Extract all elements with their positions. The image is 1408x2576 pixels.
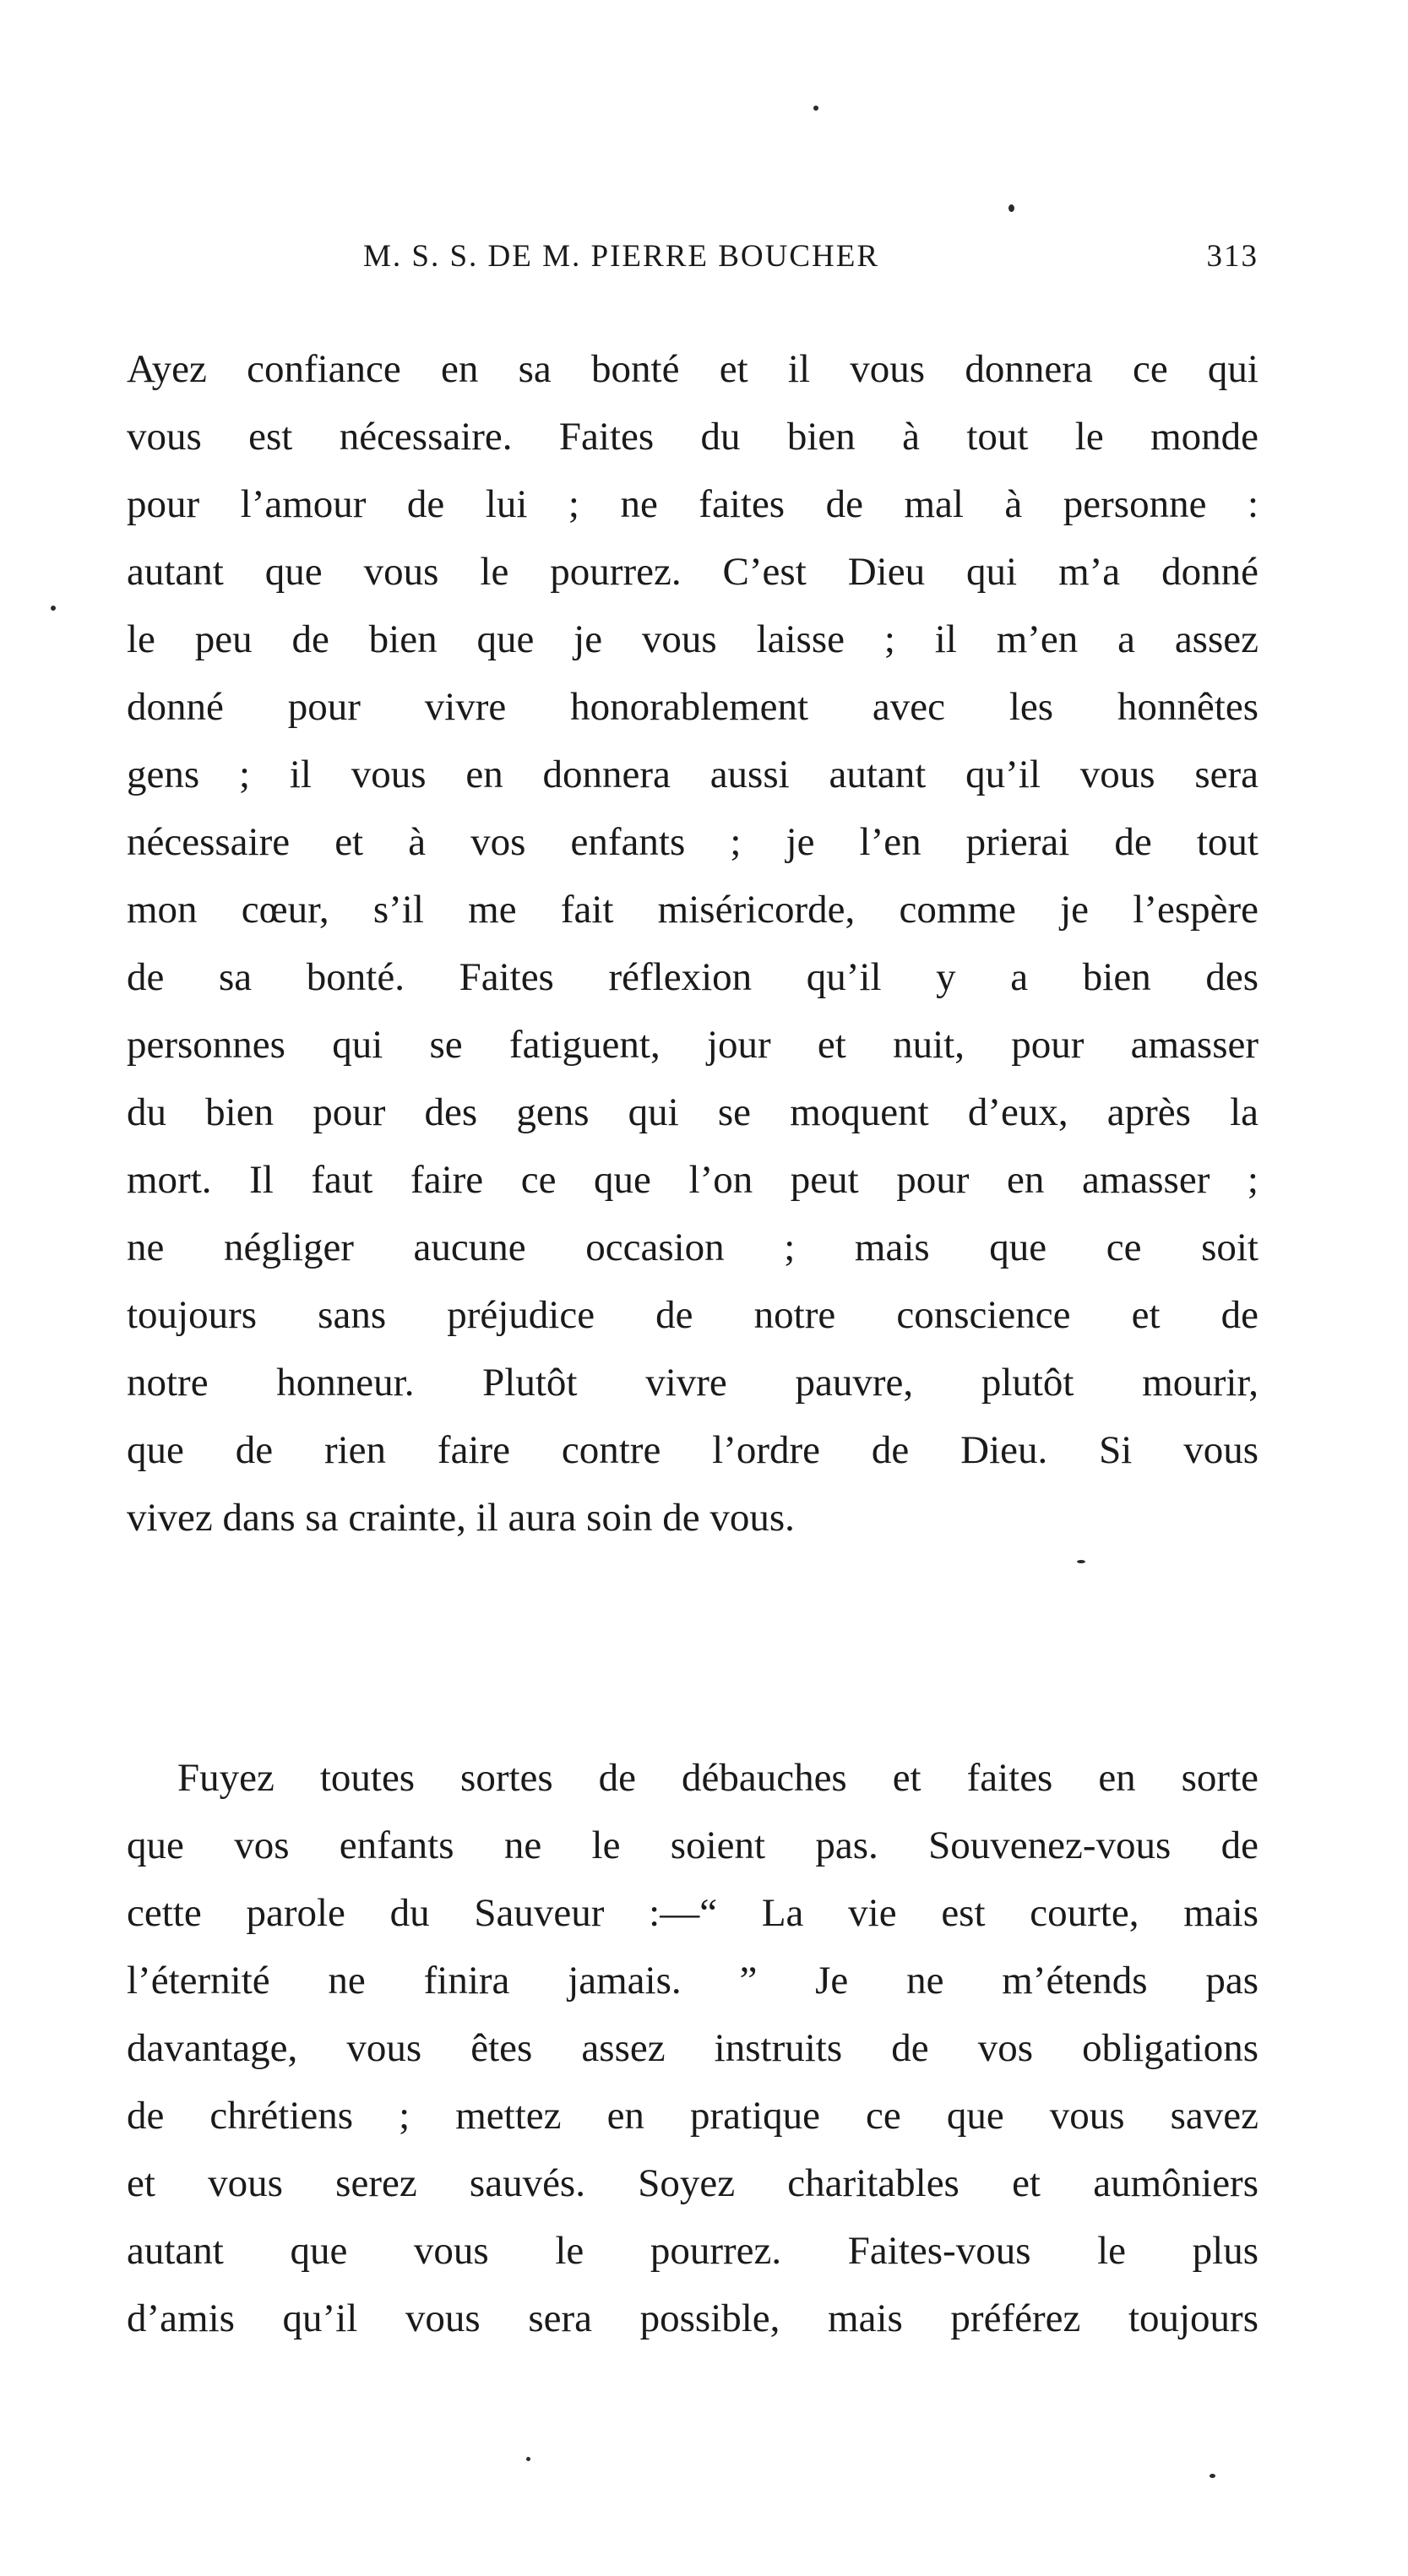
paragraph-2	[127, 1744, 1259, 2352]
text-line: mort. Il faut faire ce que l’on peut pour en amasser ;	[127, 1158, 1259, 1202]
scan-speck	[1077, 1560, 1085, 1563]
running-title: M. S. S. DE M. PIERRE BOUCHER	[363, 239, 880, 274]
text-line: toujours sans préjudice de notre conscience et de	[127, 1293, 1259, 1337]
text-line: ne négliger aucune occasion ; mais que ce soit	[127, 1226, 1259, 1269]
text-line: vivez dans sa crainte, il aura soin de vous.	[127, 1496, 795, 1540]
running-head	[363, 238, 1259, 280]
scan-speck	[1210, 2474, 1215, 2478]
text-line: cette parole du Sauveur :—“ La vie est courte, mais	[127, 1891, 1259, 1935]
text-line: nécessaire et à vos enfants ; je l’en prierai de tout	[127, 820, 1259, 864]
text-line: l’éternité ne finira jamais. ” Je ne m’étends pas	[127, 1959, 1259, 2003]
page-number: 313	[1206, 239, 1259, 274]
text-line: pour l’amour de lui ; ne faites de mal à personne :	[127, 482, 1259, 526]
scan-speck	[526, 2457, 530, 2461]
text-line: autant que vous le pourrez. Faites-vous le plus	[127, 2229, 1259, 2273]
text-line: vous est nécessaire. Faites du bien à tout le monde	[127, 415, 1259, 459]
text-line: et vous serez sauvés. Soyez charitables et aumôniers	[127, 2161, 1259, 2205]
paragraph-1	[127, 335, 1259, 1552]
text-line: notre honneur. Plutôt vivre pauvre, plutôt mourir,	[127, 1361, 1259, 1405]
text-line: de sa bonté. Faites réflexion qu’il y a bien des	[127, 955, 1259, 999]
text-line: autant que vous le pourrez. C’est Dieu qui m’a donné	[127, 550, 1259, 594]
scan-speck	[51, 606, 56, 611]
text-line: davantage, vous êtes assez instruits de vos obligations	[127, 2026, 1259, 2070]
text-line: Fuyez toutes sortes de débauches et faites en sorte	[177, 1756, 1259, 1800]
text-line: d’amis qu’il vous sera possible, mais préférez toujours	[127, 2296, 1259, 2340]
text-line: le peu de bien que je vous laisse ; il m’en a assez	[127, 617, 1259, 661]
text-line: que vos enfants ne le soient pas. Souvenez-vous de	[127, 1823, 1259, 1867]
text-line: du bien pour des gens qui se moquent d’eux, après la	[127, 1090, 1259, 1134]
text-line: donné pour vivre honorablement avec les honnêtes	[127, 685, 1259, 729]
text-line: de chrétiens ; mettez en pratique ce que vous savez	[127, 2094, 1259, 2138]
text-line: mon cœur, s’il me fait miséricorde, comme je l’espère	[127, 888, 1259, 932]
scan-speck	[813, 106, 818, 111]
text-line: que de rien faire contre l’ordre de Dieu. Si vous	[127, 1428, 1259, 1472]
text-line: Ayez confiance en sa bonté et il vous donnera ce qui	[127, 347, 1259, 391]
scan-speck	[1008, 204, 1014, 212]
text-line: gens ; il vous en donnera aussi autant qu’il vous sera	[127, 753, 1259, 796]
text-line: personnes qui se fatiguent, jour et nuit, pour amasser	[127, 1023, 1259, 1067]
